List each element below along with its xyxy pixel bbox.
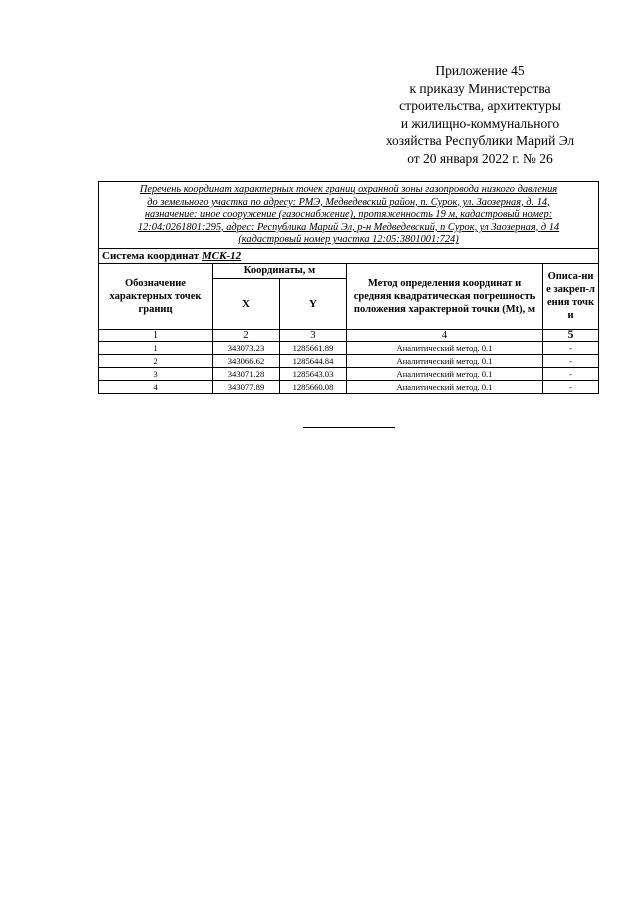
caption-line: Перечень координат характерных точек границ охранной зоны газопровода низкого давления <box>139 184 558 195</box>
cell-point: 4 <box>99 380 213 393</box>
table-row <box>99 380 599 393</box>
caption-line: назначение: иное сооружение (газоснабжение), протяженность 19 м, кадастровый номер: <box>144 209 553 221</box>
table-row <box>99 367 599 380</box>
cell-description: - <box>543 341 599 354</box>
cell-method: Аналитический метод. 0.1 <box>347 367 543 380</box>
appendix-line: к приказу Министерства <box>409 80 551 96</box>
column-number: 2 <box>213 329 280 341</box>
cell-description: - <box>543 380 599 393</box>
appendix-line: строительства, архитектуры <box>399 98 561 114</box>
cell-method: Аналитический метод. 0.1 <box>347 354 543 367</box>
table-row <box>99 354 599 367</box>
cell-y: 1285643.03 <box>280 367 347 380</box>
cell-x: 343066.62 <box>213 354 280 367</box>
table-caption <box>99 182 599 249</box>
header-y: Y <box>280 278 347 329</box>
coordinate-system-label: Система координат <box>102 249 200 262</box>
cell-method: Аналитический метод. 0.1 <box>347 341 543 354</box>
cell-point: 3 <box>99 367 213 380</box>
cell-description: - <box>543 367 599 380</box>
appendix-line: хозяйства Республики Марий Эл <box>385 133 575 149</box>
cell-y: 1285644.84 <box>280 354 347 367</box>
appendix-line: Приложение 45 <box>435 63 525 78</box>
header-description: Описа-ние закреп-ления точки <box>543 263 599 329</box>
column-number: 3 <box>280 329 347 341</box>
caption-line: до земельного участка по адресу: РМЭ, Медведевский район, п. Сурок, ул. Заозерная, д. 14, <box>147 196 550 208</box>
column-number: 5 <box>543 329 599 341</box>
caption-line: 12:04:0261801:295, адрес: Республика Марий Эл, р-н Медведевский, п Сурок, ул Заозерная, д 14 <box>137 221 560 233</box>
table-row <box>99 341 599 354</box>
appendix-line: и жилищно-коммунального <box>400 115 560 131</box>
header-method: Метод определения координат и средняя квадратическая погрешность положения характерной точки (Mt), м <box>347 263 543 329</box>
cell-y: 1285661.89 <box>280 341 347 354</box>
caption-line: (кадастровый номер участка 12:05:3801001:724) <box>238 234 459 246</box>
end-separator-line <box>303 427 395 428</box>
cell-y: 1285660.08 <box>280 380 347 393</box>
coordinate-system-row <box>99 248 599 263</box>
cell-x: 343077.89 <box>213 380 280 393</box>
header-designation: Обозначение характерных точек границ <box>99 263 213 329</box>
cell-x: 343071.28 <box>213 367 280 380</box>
column-number: 1 <box>99 329 213 341</box>
header-x: X <box>213 278 280 329</box>
cell-point: 2 <box>99 354 213 367</box>
coordinate-system-name: МСК-12 <box>201 249 242 262</box>
coordinates-table <box>98 181 599 394</box>
column-number: 4 <box>347 329 543 341</box>
cell-method: Аналитический метод. 0.1 <box>347 380 543 393</box>
cell-point: 1 <box>99 341 213 354</box>
appendix-line: от 20 января 2022 г. № 26 <box>407 150 553 166</box>
cell-description: - <box>543 354 599 367</box>
header-coordinates: Координаты, м <box>213 263 347 278</box>
cell-x: 343073.23 <box>213 341 280 354</box>
appendix-header <box>370 62 590 168</box>
column-numbers-row <box>99 329 599 341</box>
